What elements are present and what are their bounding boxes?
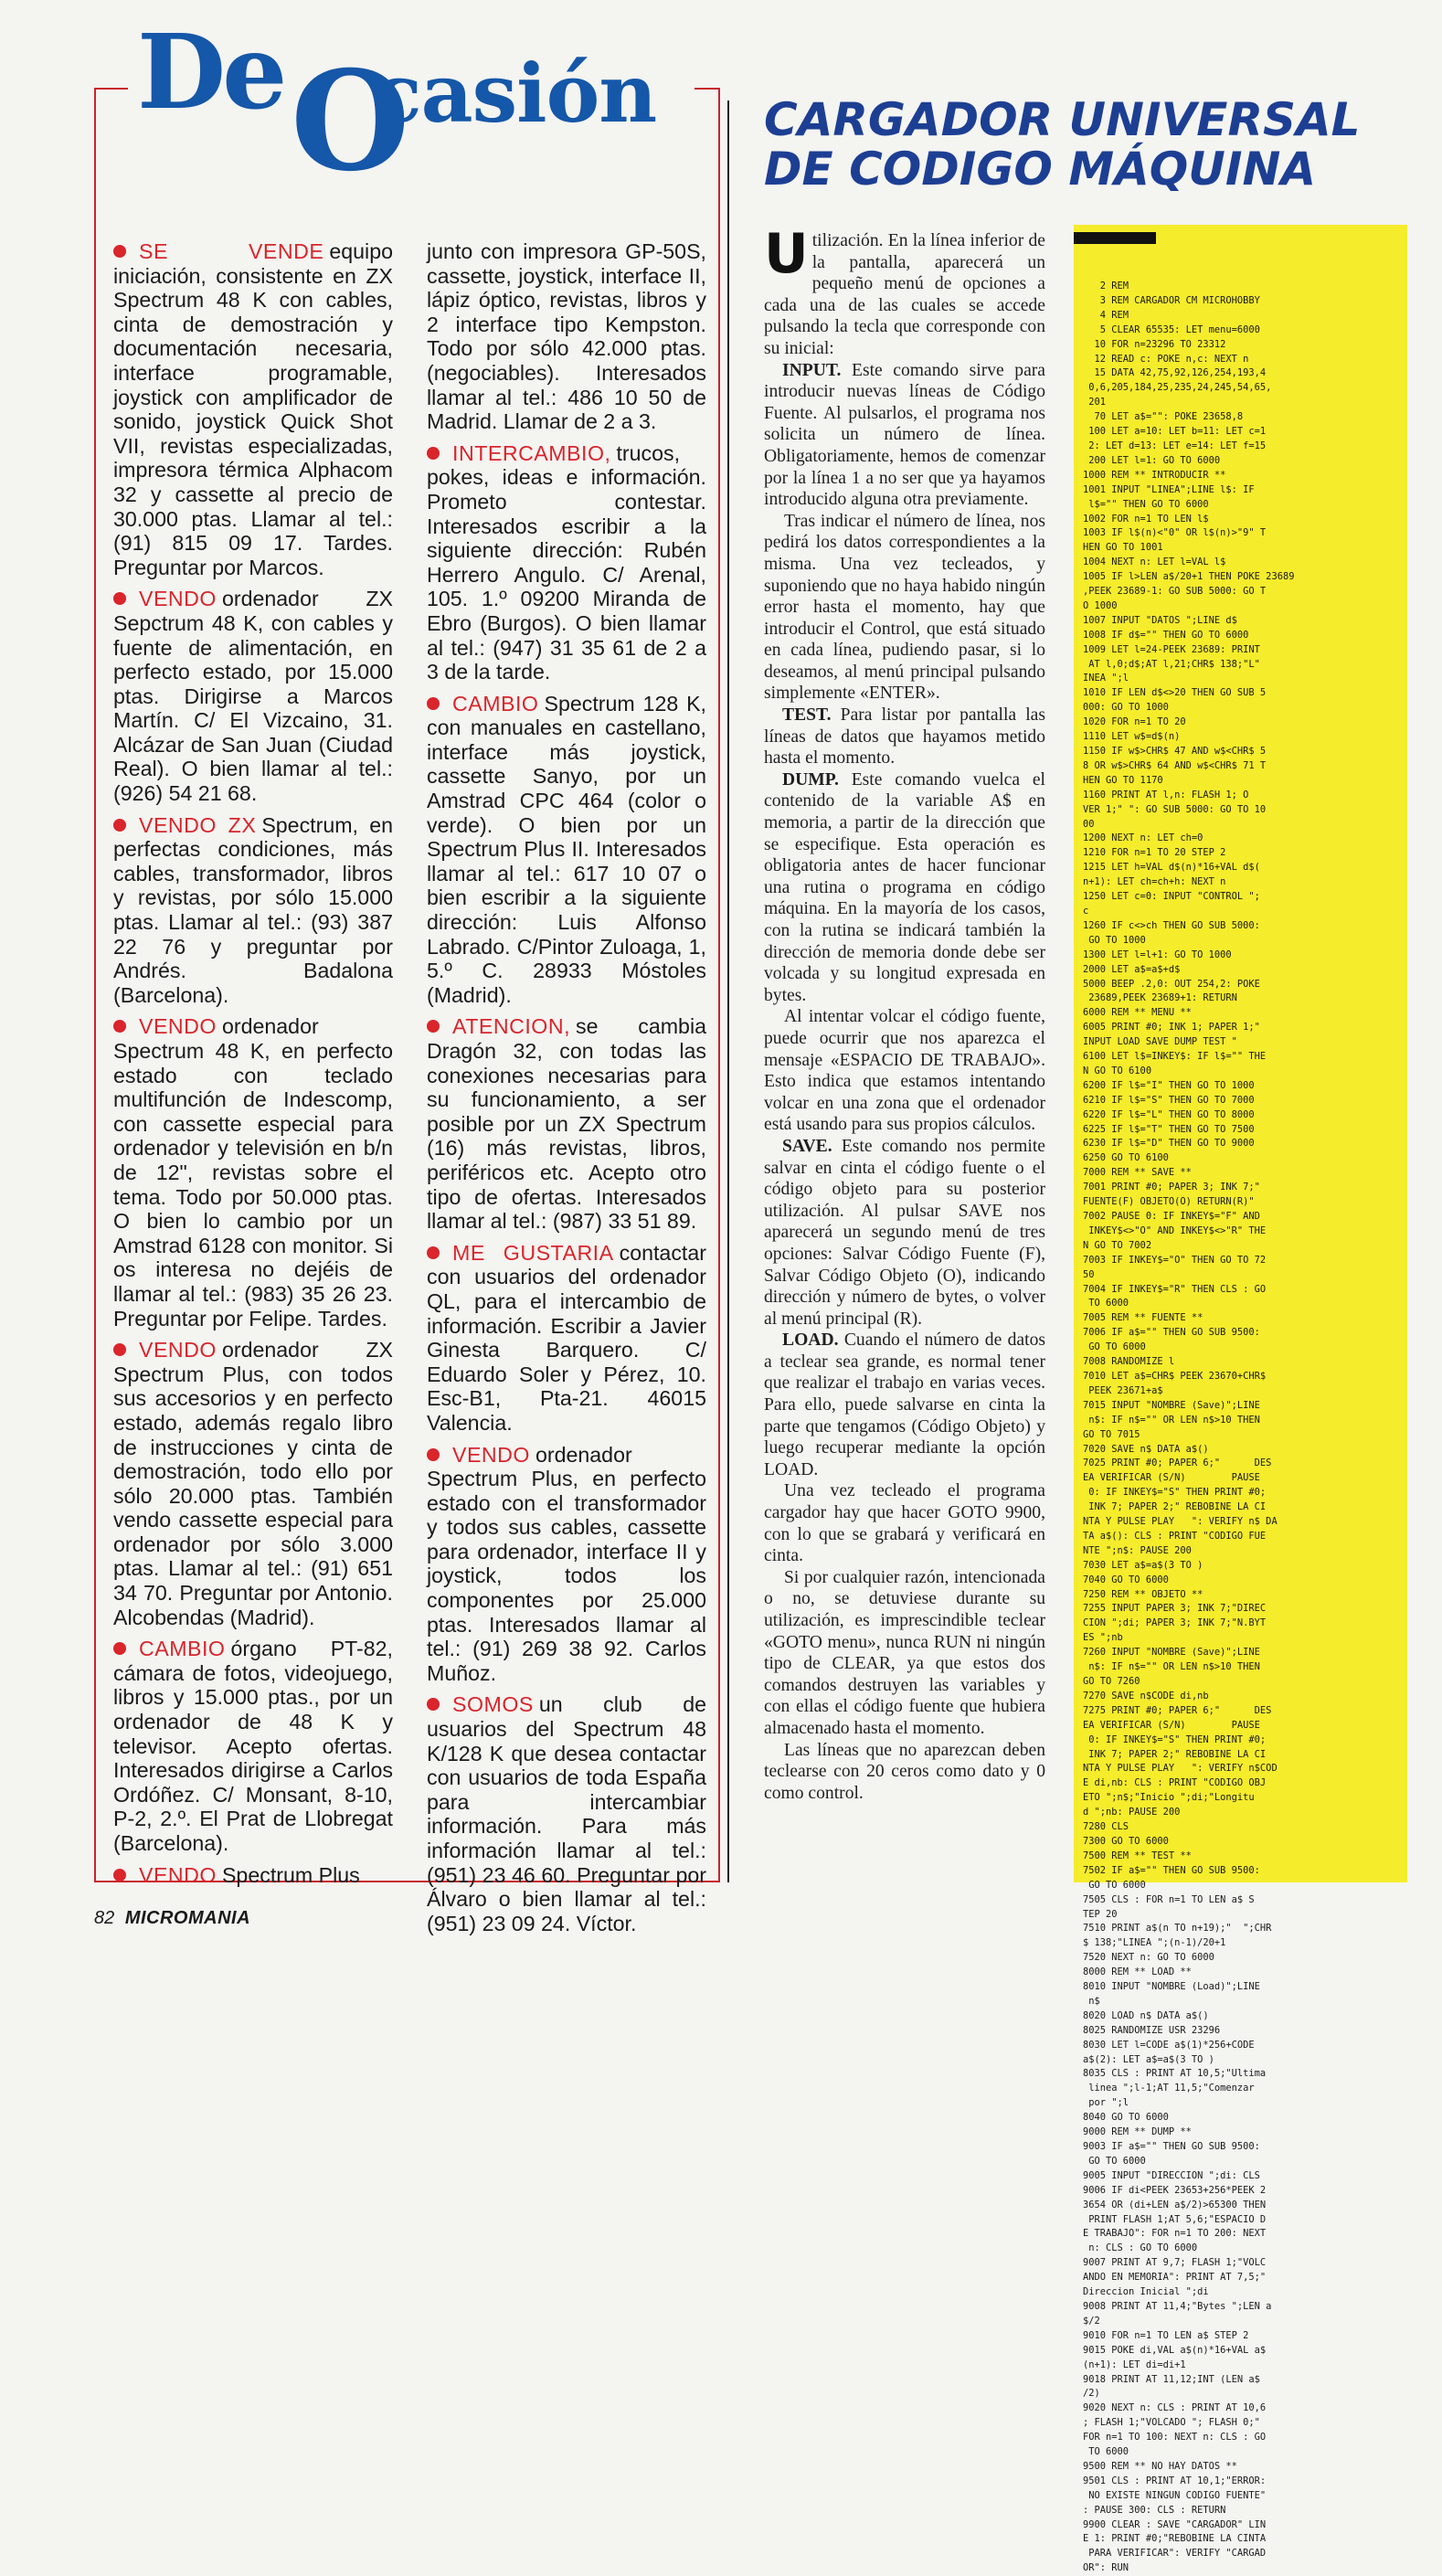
- paragraph-text: Cuando el número de datos a teclear sea grande, es normal tener que realizar el trabajo en varias veces. Para ello, puede salvarse en cinta la parte que tengamos (Código Objeto) y luego recuperar mediante la opción LOAD.: [764, 1330, 1045, 1479]
- article-title: [764, 95, 1404, 194]
- classified-ad: [113, 587, 393, 805]
- program-listing: [1074, 225, 1407, 2574]
- ad-tag: CAMBIO: [139, 1637, 226, 1661]
- article-title-line-2: DE CODIGO MÁQUINA: [764, 143, 1317, 196]
- ad-text: Spectrum Plus: [221, 1862, 360, 1887]
- ads-column-left: [113, 239, 393, 1894]
- classified-ad: [113, 1338, 393, 1629]
- article-paragraph: [764, 1006, 1045, 1136]
- column-divider: [727, 101, 729, 1882]
- classified-ad: [113, 1014, 393, 1330]
- masthead-de: De: [137, 13, 284, 133]
- bullet-icon: [113, 1343, 126, 1356]
- listing-code: 2 REM 3 REM CARGADOR CM MICROHOBBY 4 REM 5 CLEAR 65535: LET menu=6000 10 FOR n=23296 TO 23312 12 READ c: POKE n,c: NEXT n 15 DATA 42,75,92,126,254,193,4 0,6,205,184,25,235,24,245,54,65, 201 70 LET a$="": POKE 23658,8 100 LET a=10: LET b=11: LET c=1 2: LET d=13: LET e=14: LET f=15 200 LET l=1: GO TO 6000 1000 REM ** INTRODUCIR ** 1001 INPUT "LINEA";LINE l$: IF l$="" THEN GO TO 6000 1002 FOR n=1 TO LEN l$ 1003 IF l$(n)<"0" OR l$(n)>"9" T HEN GO TO 1001 1004 NEXT n: LET l=VAL l$ 1005 IF l>LEN a$/20+1 THEN POKE 23689 ,PEEK 23689-1: GO SUB 5000: GO T O 1000 1007 INPUT "DATOS ";LINE d$ 1008 IF d$="" THEN GO TO 6000 1009 LET l=24-PEEK 23689: PRINT AT l,0;d$;AT l,21;CHR$ 138;"L" INEA ";l 1010 IF LEN d$<>20 THEN GO SUB 5 000: GO TO 1000 1020 FOR n=1 TO 20 1110 LET w$=d$(n) 1150 IF w$>CHR$ 47 AND w$<CHR$ 5 8 OR w$>CHR$ 64 AND w$<CHR$ 71 T HEN GO TO 1170 1160 PRINT AT l,n: FLASH 1; O VER 1;" ": GO SUB 5000: GO TO 10 00 1200 NEXT n: LET ch=0 1210 FOR n=1 TO 20 STEP 2 1215 LET h=VAL d$(n)*16+VAL d$( n+1): LET ch=ch+h: NEXT n 1250 LET c=0: INPUT "CONTROL "; c 1260 IF c<>ch THEN GO SUB 5000: GO TO 1000 1300 LET l=l+1: GO TO 1000 2000 LET a$=a$+d$ 5000 BEEP .2,0: OUT 254,2: POKE 23689,PEEK 23689+1: RETURN 6000 REM ** MENU ** 6005 PRINT #0; INK 1; PAPER 1;" INPUT LOAD SAVE DUMP TEST " 6100 LET l$=INKEY$: IF l$="" THE N GO TO 6100 6200 IF l$="I" THEN GO TO 1000 6210 IF l$="S" THEN GO TO 7000 6220 IF l$="L" THEN GO TO 8000 6225 IF l$="T" THEN GO TO 7500 6230 IF l$="D" THEN GO TO 9000 6250 GO TO 6100 7000 REM ** SAVE ** 7001 PRINT #0; PAPER 3; INK 7;" FUENTE(F) OBJETO(O) RETURN(R)" 7002 PAUSE 0: IF INKEY$="F" AND INKEY$<>"O" AND INKEY$<>"R" THE N GO TO 7002 7003 IF INKEY$="O" THEN GO TO 72 50 7004 IF INKEY$="R" THEN CLS : GO TO 6000 7005 REM ** FUENTE ** 7006 IF a$="" THEN GO SUB 9500: GO TO 6000 7008 RANDOMIZE l 7010 LET a$=CHR$ PEEK 23670+CHR$ PEEK 23671+a$ 7015 INPUT "NOMBRE (Save)";LINE n$: IF n$="" OR LEN n$>10 THEN GO TO 7015 7020 SAVE n$ DATA a$() 7025 PRINT #0; PAPER 6;" DES EA VERIFICAR (S/N) PAUSE 0: IF INKEY$="S" THEN PRINT #0; INK 7; PAPER 2;" REBOBINE LA CI NTA Y PULSE PLAY ": VERIFY n$ DA TA a$(): CLS : PRINT "CODIGO FUE NTE ";n$: PAUSE 200 7030 LET a$=a$(3 TO ) 7040 GO TO 6000 7250 REM ** OBJETO ** 7255 INPUT PAPER 3; INK 7;"DIREC CION ";di; PAPER 3; INK 7;"N.BYT ES ";nb 7260 INPUT "NOMBRE (Save)";LINE n$: IF n$="" OR LEN n$>10 THEN GO TO 7260 7270 SAVE n$CODE di,nb 7275 PRINT #0; PAPER 6;" DES EA VERIFICAR (S/N) PAUSE 0: IF INKEY$="S" THEN PRINT #0; INK 7; PAPER 2;" REBOBINE LA CI NTA Y PULSE PLAY ": VERIFY n$COD E di,nb: CLS : PRINT "CODIGO OBJ ETO ";n$;"Inicio ";di;"Longitu d ";nb: PAUSE 200 7280 CLS 7300 GO TO 6000 7500 REM ** TEST ** 7502 IF a$="" THEN GO SUB 9500: GO TO 6000 7505 CLS : FOR n=1 TO LEN a$ S TEP 20 7510 PRINT a$(n TO n+19);" ";CHR $ 138;"LINEA ";(n-1)/20+1 7520 NEXT n: GO TO 6000 8000 REM ** LOAD ** 8010 INPUT "NOMBRE (Load)";LINE n$ 8020 LOAD n$ DATA a$() 8025 RANDOMIZE USR 23296 8030 LET l=CODE a$(1)*256+CODE a$(2): LET a$=a$(3 TO ) 8035 CLS : PRINT AT 10,5;"Ultima linea ";l-1;AT 11,5;"Comenzar por ";l 8040 GO TO 6000 9000 REM ** DUMP ** 9003 IF a$="" THEN GO SUB 9500: GO TO 6000 9005 INPUT "DIRECCION ";di: CLS 9006 IF di<PEEK 23653+256*PEEK 2 3654 OR (di+LEN a$/2)>65300 THEN PRINT FLASH 1;AT 5,6;"ESPACIO D E TRABAJO": FOR n=1 TO 200: NEXT n: CLS : GO TO 6000 9007 PRINT AT 9,7; FLASH 1;"VOLC ANDO EN MEMORIA": PRINT AT 7,5;" Direccion Inicial ";di 9008 PRINT AT 11,4;"Bytes ";LEN a $/2 9010 FOR n=1 TO LEN a$ STEP 2 9015 POKE di,VAL a$(n)*16+VAL a$ (n+1): LET di=di+1 9018 PRINT AT 11,12;INT (LEN a$ /2) 9020 NEXT n: CLS : PRINT AT 10,6 ; FLASH 1;"VOLCADO "; FLASH 0;" FOR n=1 TO 100: NEXT n: CLS : GO TO 6000 9500 REM ** NO HAY DATOS ** 9501 CLS : PRINT AT 10,1;"ERROR: NO EXISTE NINGUN CODIGO FUENTE" : PAUSE 300: CLS : RETURN 9900 CLEAR : SAVE "CARGADOR" LIN E 1: PRINT #0;"REBOBINE LA CINTA PARA VERIFICAR": VERIFY "CARGAD OR": RUN: [1083, 281, 1295, 2574]
- article-paragraph: [764, 769, 1045, 1007]
- ad-text: ordenador ZX Spectrum Plus, con todos sus accesorios y en perfecto estado, además regalo libro de instrucciones y cinta de demostración, todo ello por sólo 20.000 ptas. También vendo cassette especial para ordenador por sólo 3.000 ptas. Llamar al tel.: (91) 651 34 70. Preguntar por Antonio. Alcobendas (Madrid).: [113, 1338, 393, 1629]
- article-paragraph: [764, 360, 1045, 511]
- masthead: [128, 13, 694, 202]
- bullet-icon: [113, 1642, 126, 1655]
- article-paragraph: [764, 1330, 1045, 1480]
- page-footer: [94, 1908, 250, 1929]
- classified-ad: [427, 692, 706, 1008]
- article-paragraph: [764, 1480, 1045, 1566]
- ad-text: junto con impresora GP-50S, cassette, joystick, interface II, lápiz óptico, revistas, libros y 2 interface tipo Kempston. Todo por sólo 42.000 ptas. (negociables). Interesados llamar al tel.: 486 10 50 de Madrid. Llamar de 2 a 3.: [427, 239, 706, 434]
- ad-tag: VENDO: [139, 587, 217, 611]
- article-body: [764, 222, 1045, 1804]
- ad-text: ordenador ZX Sepctrum 48 K, con cables y fuente de alimentación, en perfecto estado, por 15.000 ptas. Dirigirse a Marcos Martín. C/ El Vizcaino, 31. Alcázar de San Juan (Ciudad Real). O bien llamar al tel.: (926) 54 21 68.: [113, 587, 393, 806]
- ad-text: equipo iniciación, consistente en ZX Spectrum 48 K con cables, cinta de demostración y documentación necesaria, interface programable, joystick con amplificador de sonido, joystick Quick Shot VII, revistas especializadas, impresora térmica Alphacom 32 y cassette al precio de 30.000 ptas. Llamar al tel.: (91) 815 09 17. Tardes. Preguntar por Marcos.: [113, 239, 393, 579]
- ad-text: Spectrum 128 K, con manuales en castellano, interface más joystick, cassette Sanyo, por un Amstrad CPC 464 (color o verde). O bien por un Spectrum Plus II. Interesados llamar al tel.: 617 10 07 o bien escribir a la siguiente dirección: Luis Alfonso Labrado. C/Pintor Zuloaga, 1, 5.º C. 28933 Móstoles (Madrid).: [427, 691, 706, 1007]
- page-number: 82: [94, 1908, 115, 1928]
- paragraph-text: Este comando sirve para introducir nuevas líneas de Código Fuente. Al pulsarlos, el programa nos solicita un número de línea. Obligatoriamente, hemos de comenzar por la línea 1 a no ser que ya hayamos introducido alguna otra previamente.: [764, 360, 1045, 510]
- paragraph-text: Una vez tecleado el programa cargador hay que hacer GOTO 9900, con lo que se grabará y verificará en cinta.: [764, 1481, 1045, 1566]
- classified-ad: [427, 1241, 706, 1436]
- ad-tag: VENDO: [139, 1014, 217, 1039]
- classified-ad-continued: [427, 239, 706, 434]
- ad-text: ordenador Spectrum 48 K, en perfecto estado con teclado multifunción de Indescomp, con cassette especial para ordenador y televisión en b/n de 12", revistas sobre el tema. Todo por 50.000 ptas. O bien lo cambio por un Amstrad 6128 con monitor. Si os interesa no dejéis de llamar al tel.: (983) 35 26 23. Preguntar por Felipe. Tardes.: [113, 1014, 393, 1330]
- command-name: TEST.: [782, 705, 832, 726]
- bullet-icon: [113, 592, 126, 605]
- ad-tag: VENDO ZX: [139, 812, 257, 837]
- ad-text: un club de usuarios del Spectrum 48 K/128 K que desea contactar con usuarios de toda España para intercambiar información. Para más información llamar al tel.: (951) 23 46 60. Preguntar por Álvaro o bien llamar al tel.: (951) 23 09 24. Víctor.: [427, 1692, 706, 1935]
- ad-tag: VENDO: [139, 1338, 217, 1362]
- bullet-icon: [113, 1020, 126, 1033]
- bullet-icon: [427, 1448, 440, 1461]
- article-title-line-1: CARGADOR UNIVERSAL: [764, 93, 1361, 146]
- classified-ad: [427, 1692, 706, 1935]
- classified-ad: [427, 1443, 706, 1686]
- ad-tag: SE VENDE: [139, 239, 324, 263]
- ad-tag: ATENCION,: [452, 1014, 571, 1039]
- bullet-icon: [113, 819, 126, 832]
- listing-header-bar: [1074, 232, 1156, 244]
- classified-ad: [113, 813, 393, 1008]
- ad-text: órgano PT-82, cámara de fotos, videojuego, libros y 15.000 ptas., por un ordenador de 48 K y televisor. Acepto ofertas. Interesados dirigirse a Carlos Ordóñez. C/ Monsant, 8-10, P-2, 2.º. El Prat de Llobregat (Barcelona).: [113, 1637, 393, 1855]
- command-name: SAVE.: [782, 1136, 832, 1156]
- ad-tag: ME GUSTARIA: [452, 1240, 614, 1265]
- ad-tag: CAMBIO: [452, 691, 539, 716]
- ads-column-right: [427, 239, 706, 1943]
- command-name: INPUT.: [782, 360, 842, 380]
- ad-tag: VENDO: [139, 1862, 217, 1887]
- bullet-icon: [113, 245, 126, 258]
- ad-text: trucos, pokes, ideas e información. Prometo contestar. Interesados escribir a la siguiente dirección: Rubén Herrero Angulo. C/ Arenal, 105. 1.º 09200 Miranda de Ebro (Burgos). O bien llamar al tel.: (947) 31 35 61 de 2 a 3 de la tarde.: [427, 440, 706, 684]
- ad-text: ordenador Spectrum Plus, en perfecto estado con el transformador y todos sus cables, cassette para ordenador, interface II y joystick, todos los componentes por 25.000 ptas. Interesados llamar al tel.: (91) 269 38 92. Carlos Muñoz.: [427, 1442, 706, 1685]
- bullet-icon: [427, 447, 440, 460]
- article-paragraph: [764, 1136, 1045, 1330]
- classified-ad: [113, 1637, 393, 1855]
- article-paragraph: [764, 511, 1045, 705]
- bullet-icon: [427, 1246, 440, 1259]
- classified-ad: [427, 1014, 706, 1233]
- paragraph-text: Tras indicar el número de línea, nos pedirá los datos correspondientes a la misma. Una vez tecleados, y suponiendo que no haya habido ningún error hasta el momento, hay que introducir el Control, que está situado en cada línea, pudiendo pasar, si lo deseamos, al menú principal pulsando simplemente «ENTER».: [764, 511, 1045, 704]
- ad-text: Spectrum, en perfectas condiciones, más cables, transformador, libros y revistas, por sólo 15.000 ptas. Llamar al tel.: (93) 387 22 76 y preguntar por Andrés. Badalona (Barcelona).: [113, 812, 393, 1007]
- paragraph-text: Las líneas que no aparezcan deben teclearse con 20 ceros como dato y 0 como control.: [764, 1740, 1045, 1803]
- drop-cap: U: [764, 222, 809, 286]
- article-paragraph: [764, 705, 1045, 769]
- classified-ad: [113, 239, 393, 579]
- bullet-icon: [113, 1869, 126, 1882]
- article-paragraph: [764, 1567, 1045, 1740]
- classified-ad: [427, 441, 706, 684]
- bullet-icon: [427, 697, 440, 710]
- paragraph-text: Para listar por pantalla las líneas de datos que hayamos metido hasta el momento.: [764, 705, 1045, 769]
- article-paragraph: [764, 1740, 1045, 1805]
- ad-text: se cambia Dragón 32, con todas las conexiones necesarias para su funcionamiento, a ser posible por un ZX Spectrum (16) más revistas, libros, periféricos etc. Acepto otro tipo de ofertas. Interesados llamar al tel.: (987) 33 51 89.: [427, 1014, 706, 1234]
- paragraph-text: Al intentar volcar el código fuente, puede ocurrir que nos aparezca el mensaje «ESPACIO DE TRABAJO». Esto indica que estamos intentando volcar en una zona que el ordenador está usando para sus propios cálculos.: [764, 1007, 1045, 1135]
- command-name: DUMP.: [782, 769, 839, 790]
- paragraph-text: Este comando nos permite salvar en cinta el código fuente o el código objeto para su posterior utilización. Al pulsar SAVE nos aparecerá un segundo menú de tres opciones: Salvar Código Fuente (F), Salvar Código Objeto (O), indicando dirección y número de bytes, o volver al menú principal (R).: [764, 1136, 1045, 1329]
- command-name: LOAD.: [782, 1330, 839, 1351]
- paragraph-text: tilización. En la línea inferior de la pantalla, aparecerá un pequeño menú de opciones a cada una de las cuales se accede pulsando la tecla que corresponde con su inicial:: [764, 231, 1045, 358]
- paragraph-text: Si por cualquier razón, intencionada o no, se detuviese durante su utilización, es imprescindible teclear «GOTO menu», nunca RUN ni ningún tipo de CLEAR, ya que estos dos comandos destruyen las variables y con ellas el código fuente que hubiera almacenado hasta el momento.: [764, 1567, 1045, 1738]
- paragraph-text: Este comando vuelca el contenido de la variable A$ en memoria, a partir de la dirección que se especifique. Esta operación es obligatoria antes de hacer funcionar una rutina o programa en código máquina. En la mayoría de los casos, con la rutina se indicará también la dirección de memoria donde debe ser volcada y su longitud expresada en bytes.: [764, 769, 1045, 1005]
- ad-text: contactar con usuarios del ordenador QL, para el intercambio de información. Escribir a Javier Ginesta Barquero. C/ Eduardo Soler y Pérez, 10. Esc-B1, Pta-21. 46015 Valencia.: [427, 1240, 706, 1435]
- ad-tag: INTERCAMBIO,: [452, 440, 611, 465]
- classified-ad: [113, 1863, 393, 1888]
- masthead-o: O: [291, 41, 410, 202]
- bullet-icon: [427, 1020, 440, 1033]
- article-paragraph: [764, 222, 1045, 360]
- bullet-icon: [427, 1698, 440, 1711]
- magazine-name: MICROMANIA: [124, 1908, 251, 1928]
- ad-tag: VENDO: [452, 1442, 530, 1467]
- ad-tag: SOMOS: [452, 1692, 534, 1717]
- masthead-casion: casión: [373, 46, 657, 141]
